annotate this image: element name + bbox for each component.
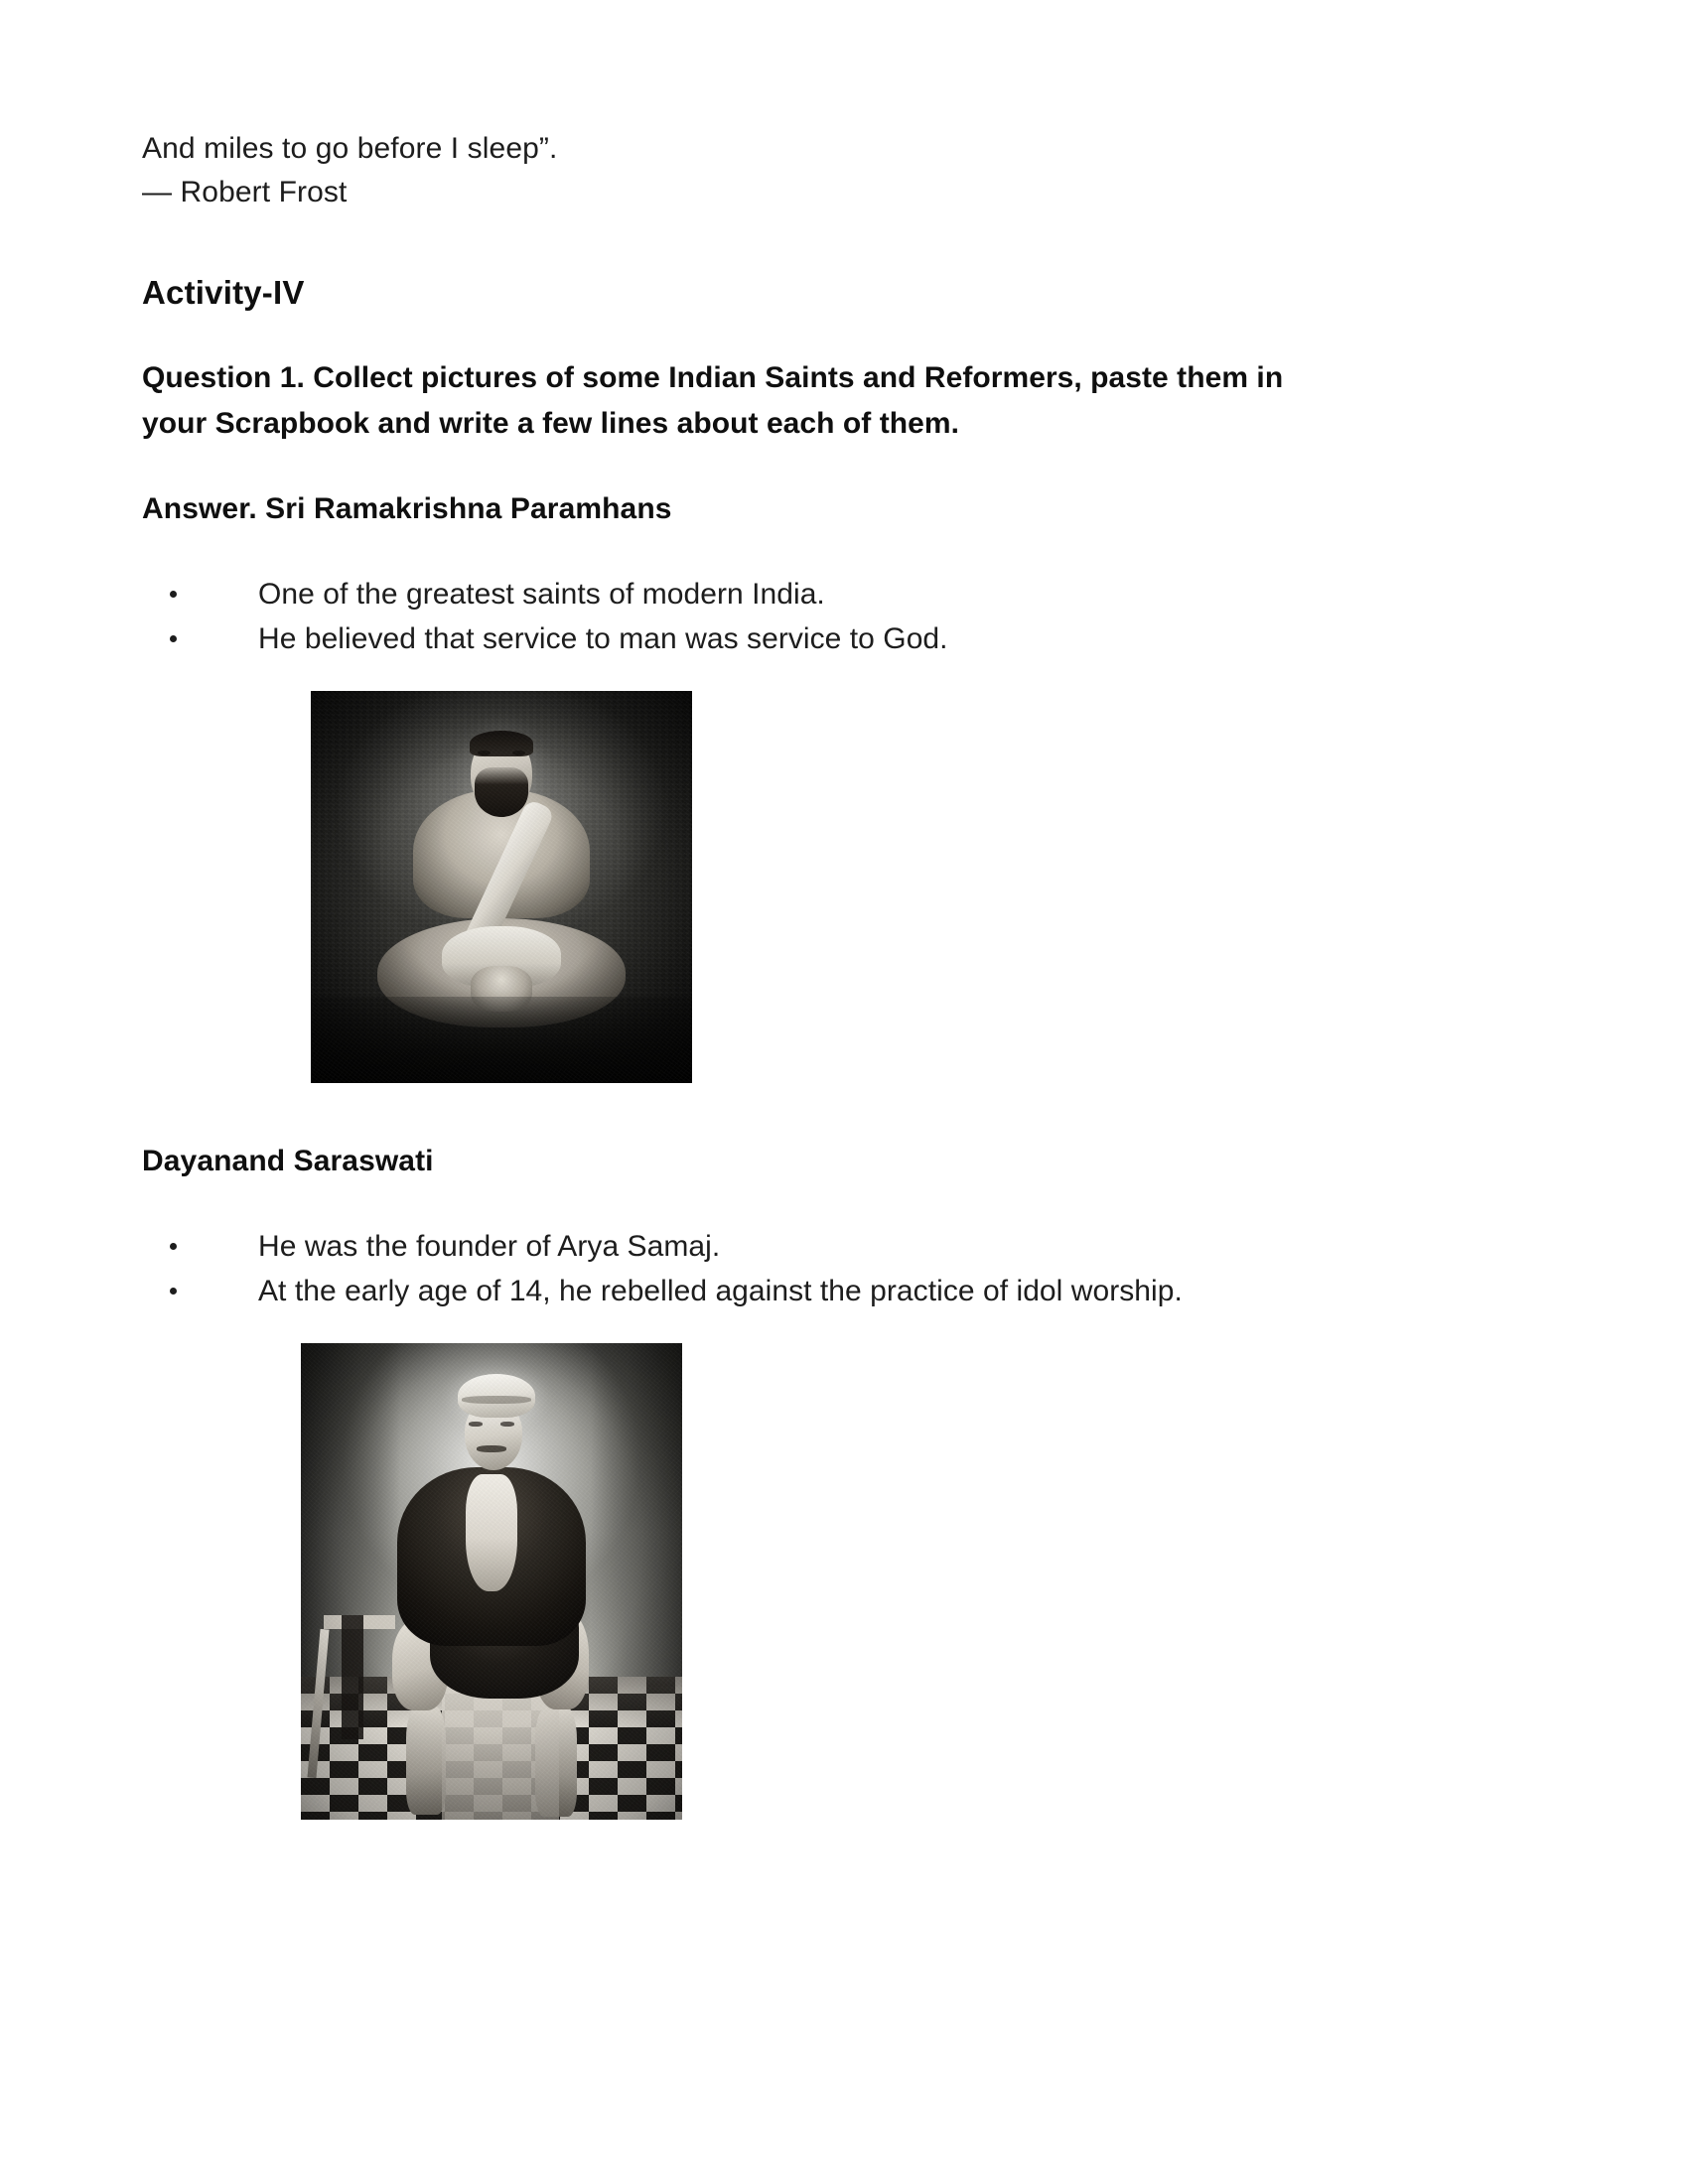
answer-heading: Answer. Sri Ramakrishna Paramhans <box>142 492 672 525</box>
list-item <box>142 616 1463 661</box>
question-text: Question 1. Collect pictures of some Indian Saints and Reformers, paste them in your Scrapbook and write a few lines about each of them. <box>142 361 1284 440</box>
page-content <box>142 127 1463 1820</box>
spacer <box>142 1313 1463 1343</box>
photo-frame <box>301 1343 682 1820</box>
dayanand-bullet-list <box>142 1224 1463 1313</box>
poem-line-1: And miles to go before I sleep”. <box>142 132 558 165</box>
list-item <box>142 1269 1463 1313</box>
list-item-label: He was the founder of Arya Samaj. <box>258 1230 721 1263</box>
list-item-label: He believed that service to man was service to God. <box>258 622 948 655</box>
poem-attribution: — Robert Frost <box>142 176 348 208</box>
bullet-point-icon <box>170 635 177 642</box>
spacer <box>142 1083 1463 1141</box>
dayanand-heading: Dayanand Saraswati <box>142 1145 434 1177</box>
spacer <box>142 661 1463 691</box>
spacer <box>142 447 1463 488</box>
list-item-label: One of the greatest saints of modern India. <box>258 578 825 611</box>
photo-grain <box>301 1343 682 1820</box>
dayanand-photo <box>301 1343 682 1820</box>
spacer <box>142 214 1463 272</box>
spacer <box>142 530 1463 572</box>
list-item <box>142 572 1463 616</box>
spacer <box>142 1182 1463 1224</box>
ramakrishna-photo <box>311 691 692 1083</box>
list-item <box>142 1224 1463 1269</box>
bullet-point-icon <box>170 1243 177 1250</box>
spacer <box>142 314 1463 355</box>
answer-bullet-list <box>142 572 1463 661</box>
bullet-point-icon <box>170 1288 177 1295</box>
photo-grain <box>311 691 692 1083</box>
activity-heading: Activity-IV <box>142 274 305 311</box>
photo-frame <box>311 691 692 1083</box>
list-item-label: At the early age of 14, he rebelled against the practice of idol worship. <box>258 1275 1183 1307</box>
bullet-point-icon <box>170 591 177 598</box>
